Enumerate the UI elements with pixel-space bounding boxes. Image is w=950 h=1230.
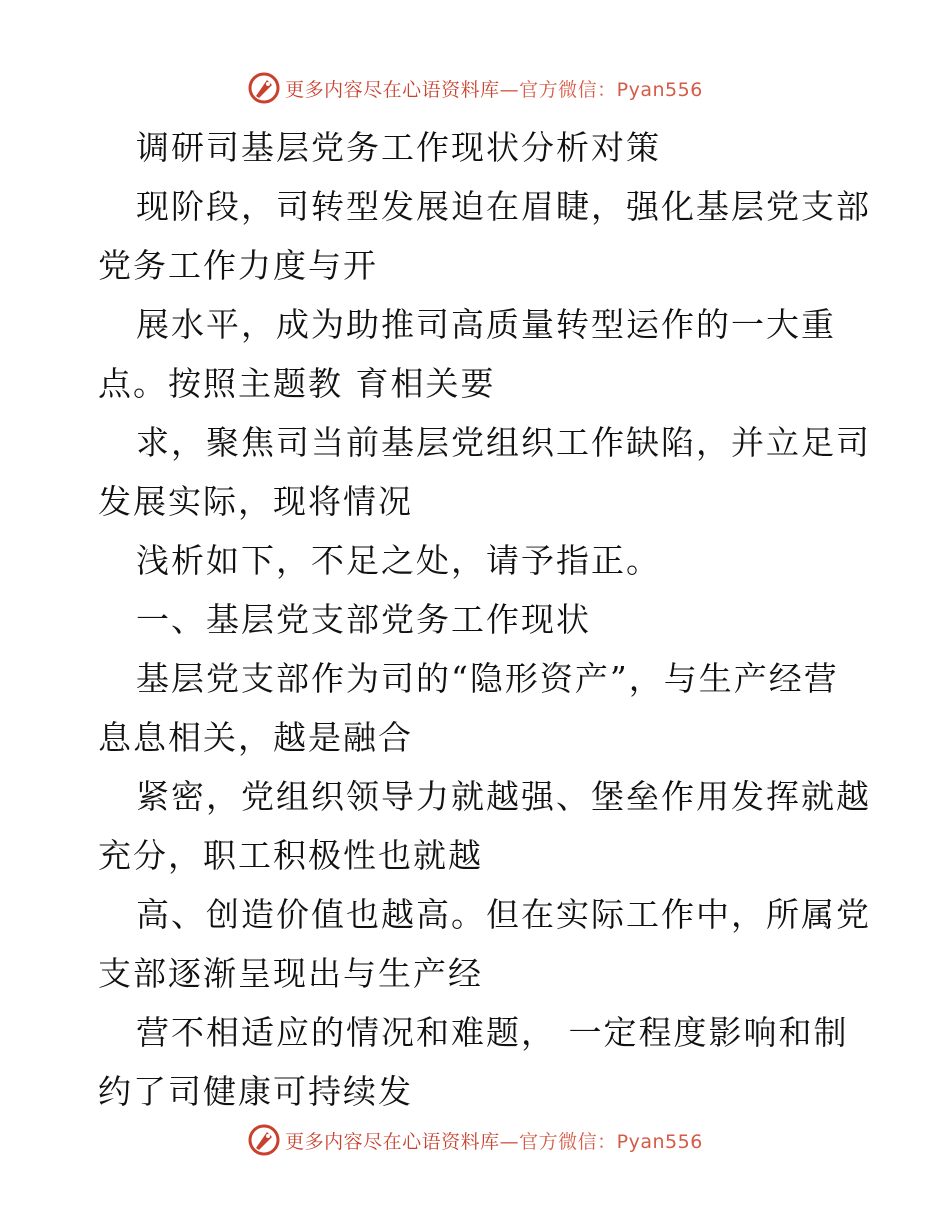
text-line: 基层党支部作为司的“隐形资产”，与生产经营	[136, 659, 839, 698]
footer-banner-main: 更多内容尽在心语资料库	[285, 1130, 500, 1153]
footer-banner-wechat: —官方微信：Pyan556	[499, 1130, 703, 1153]
text-line: 现阶段，司转型发展迫在眉睫，强化基层党支部	[136, 187, 871, 226]
text-line: 支部逐渐呈现出与生产经	[98, 954, 483, 993]
text-line: 紧密，党组织领导力就越强、堡垒作用发挥就越	[136, 777, 871, 816]
header-banner-text	[285, 75, 703, 102]
text-line: 求，聚焦司当前基层党组织工作缺陷，并立足司	[136, 423, 871, 462]
text-line: 充分，职工积极性也就越	[98, 836, 483, 875]
text-line: 发展实际，现将情况	[98, 482, 413, 521]
text-line: 营不相适应的情况和难题， 一定程度影响和制	[136, 1013, 849, 1052]
text-line: 浅析如下，不足之处，请予指正。	[136, 541, 661, 580]
text-line: 党务工作力度与开	[98, 246, 378, 285]
text-line: 展水平，成为助推司高质量转型运作的一大重	[136, 305, 836, 344]
header-banner-main: 更多内容尽在心语资料库	[285, 78, 500, 101]
footer-banner	[0, 1122, 950, 1158]
header-banner-wechat: —官方微信：Pyan556	[499, 78, 703, 101]
header-banner	[0, 70, 950, 106]
pen-nib-logo-icon	[247, 1123, 281, 1157]
text-line: 息息相关，越是融合	[98, 718, 413, 757]
section-heading: 一、基层党支部党务工作现状	[136, 600, 591, 639]
pen-nib-logo-icon	[247, 71, 281, 105]
document-title: 调研司基层党务工作现状分析对策	[136, 128, 661, 167]
text-line: 约了司健康可持续发	[98, 1072, 413, 1111]
text-line: 点。按照主题教 育相关要	[98, 364, 496, 403]
document-body	[98, 118, 871, 1121]
text-line: 高、创造价值也越高。但在实际工作中，所属党	[136, 895, 871, 934]
footer-banner-text	[285, 1127, 703, 1154]
